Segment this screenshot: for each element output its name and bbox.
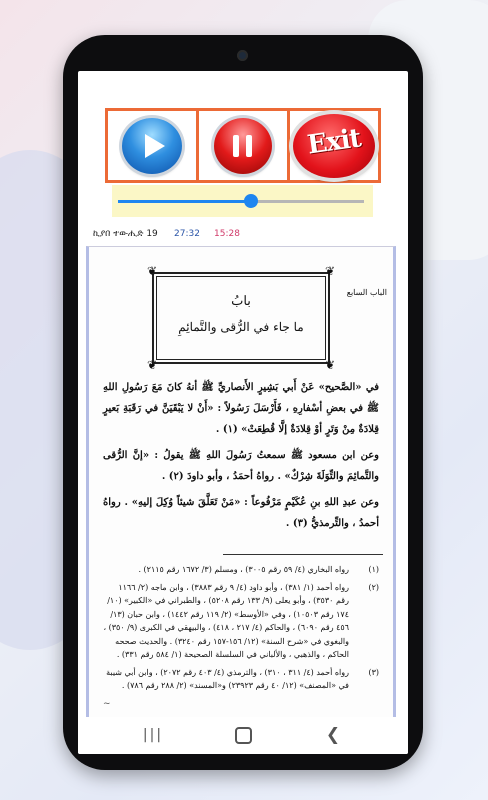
total-time: 15:28 xyxy=(214,229,240,239)
ornament-icon: ❦ xyxy=(324,264,335,278)
chapter-subtitle: ما جاء في الرُّقى والتَّمائِمِ xyxy=(178,320,304,334)
front-camera xyxy=(237,50,248,61)
slider-track xyxy=(251,200,364,203)
pause-icon xyxy=(214,118,272,174)
main-text xyxy=(103,377,379,539)
phone-frame xyxy=(63,35,423,770)
chapter-number: الباب السابع xyxy=(346,288,387,297)
player-controls xyxy=(105,108,381,183)
book-page xyxy=(86,246,396,717)
slider-thumb[interactable] xyxy=(244,194,258,208)
status-row xyxy=(78,227,408,243)
paragraph: في «الصَّحيح» عَنْ أَبي بَشِيرٍ الأَنصاريِّ ﷺ أنهُ كانَ مَعَ رَسُولِ اللهِ ﷺ في بعضِ أسْفارِهِ ، فَأَرْسَلَ رَسُولاً : «أَنْ لا يَبْقَيَنَّ في رَقَبَةِ بَعيرٍ قِلادَةٌ مِنْ وَتَرٍ أوْ قِلادَةٌ إلَّا قُطِعَتْ» (١) . xyxy=(103,382,379,435)
exit-icon xyxy=(293,114,375,178)
ornament-icon: ❦ xyxy=(147,264,158,278)
seek-slider[interactable] xyxy=(112,185,373,217)
footnote xyxy=(103,666,379,693)
footnote-text: رواه أحمد (٤/ ٣١١ ، ٣١٠) ، والترمذي (٤/ ٤٠٣ رقم ٢٠٧٢) ، وابن أبي شيبة في «المصنف» (١٢/ ٤٠ رقم ٢٣٩٢٣) و«المسند» (٢/ ٢٨٨ رقم ٧٨٦) . xyxy=(106,667,349,690)
footnote-number: (٣) xyxy=(368,667,379,677)
footnote-divider xyxy=(223,554,383,555)
elapsed-time: 27:32 xyxy=(174,229,200,239)
ornament-icon: ❦ xyxy=(324,358,335,372)
ornament-icon: ❦ xyxy=(147,358,158,372)
exit-button[interactable] xyxy=(290,111,378,180)
back-icon[interactable]: ❮ xyxy=(325,725,341,745)
exit-label: Exit xyxy=(305,122,363,161)
paragraph: وعن عبدِ اللهِ بنِ عُكَيْمٍ مَرْفُوعاً : «مَنْ تَعَلَّقَ شيئاً وُكِلَ إليهِ» . رواهُ أحمدُ ، والتِّرمذيُّ (٣) . xyxy=(103,497,379,529)
footnote-text: رواه البخاري (٤/ ٥٩ رقم ٣٠٠٥) ، ومسلم (٣/ ١٦٧٢ رقم ٢١١٥) . xyxy=(138,565,349,574)
footnote xyxy=(103,563,379,577)
footnote xyxy=(103,581,379,662)
app-screen xyxy=(78,71,408,754)
footnote-number: (٢) xyxy=(368,582,379,592)
track-label: ኪያበ ተውሒድ 19 xyxy=(93,229,158,239)
page-mark: ~ xyxy=(103,699,111,709)
play-button[interactable] xyxy=(108,111,199,180)
chapter-title: بابُ xyxy=(231,294,251,309)
slider-progress xyxy=(118,200,251,203)
play-icon xyxy=(122,118,182,174)
home-icon[interactable] xyxy=(228,725,258,745)
system-navbar xyxy=(78,717,408,754)
recent-apps-icon[interactable]: ||| xyxy=(142,727,164,743)
footnote-number: (١) xyxy=(368,565,379,574)
chapter-title-frame xyxy=(147,264,335,372)
paragraph: وعن ابن مسعود ﷺ سمعتُ رَسُولَ اللهِ ﷺ يقولُ : «إنَّ الرُّقى والتَّمائِمَ والتِّوَلَةَ شِرْكٌ» . رواهُ أحمَدُ ، وأبو داودَ (٢) . xyxy=(103,450,379,482)
footnote-text: رواه أحمد (١/ ٣٨١) ، وأبو داود (٤/ ٩ رقم ٣٨٨٣) ، وابن ماجه (٢/ ١١٦٦ رقم ٣٥٣٠) ، وأبو يعلى (٩/ ١٣٣ رقم ٥٢٠٨) ، والطبراني في «الكبير» (١٠/ ١٧٤ رقم ١٠٥٠٣) ، وفي «الأوسط» (٢/ ١١٩ رقم ١٤٤٢) ، وابن حبان (١٣/ ٤٥٦ رقم ٦٠٩٠) ، والحاكم (٤/ ٢١٧ ، ٤١٨) ، والبيهقي في الكبرى (٩/ ٣٥٠) ، والبغوي في «شرح السنة» (١٢/ ١٥٦-١٥٧ رقم ٣٢٤٠) . والحديث صححه الحاكم ، والذهبي ، والألباني في السلسلة الصحيحة (١/ ٥٨٤ رقم ٣٣١) . xyxy=(103,582,349,659)
footnotes xyxy=(103,563,379,697)
pause-button[interactable] xyxy=(199,111,290,180)
